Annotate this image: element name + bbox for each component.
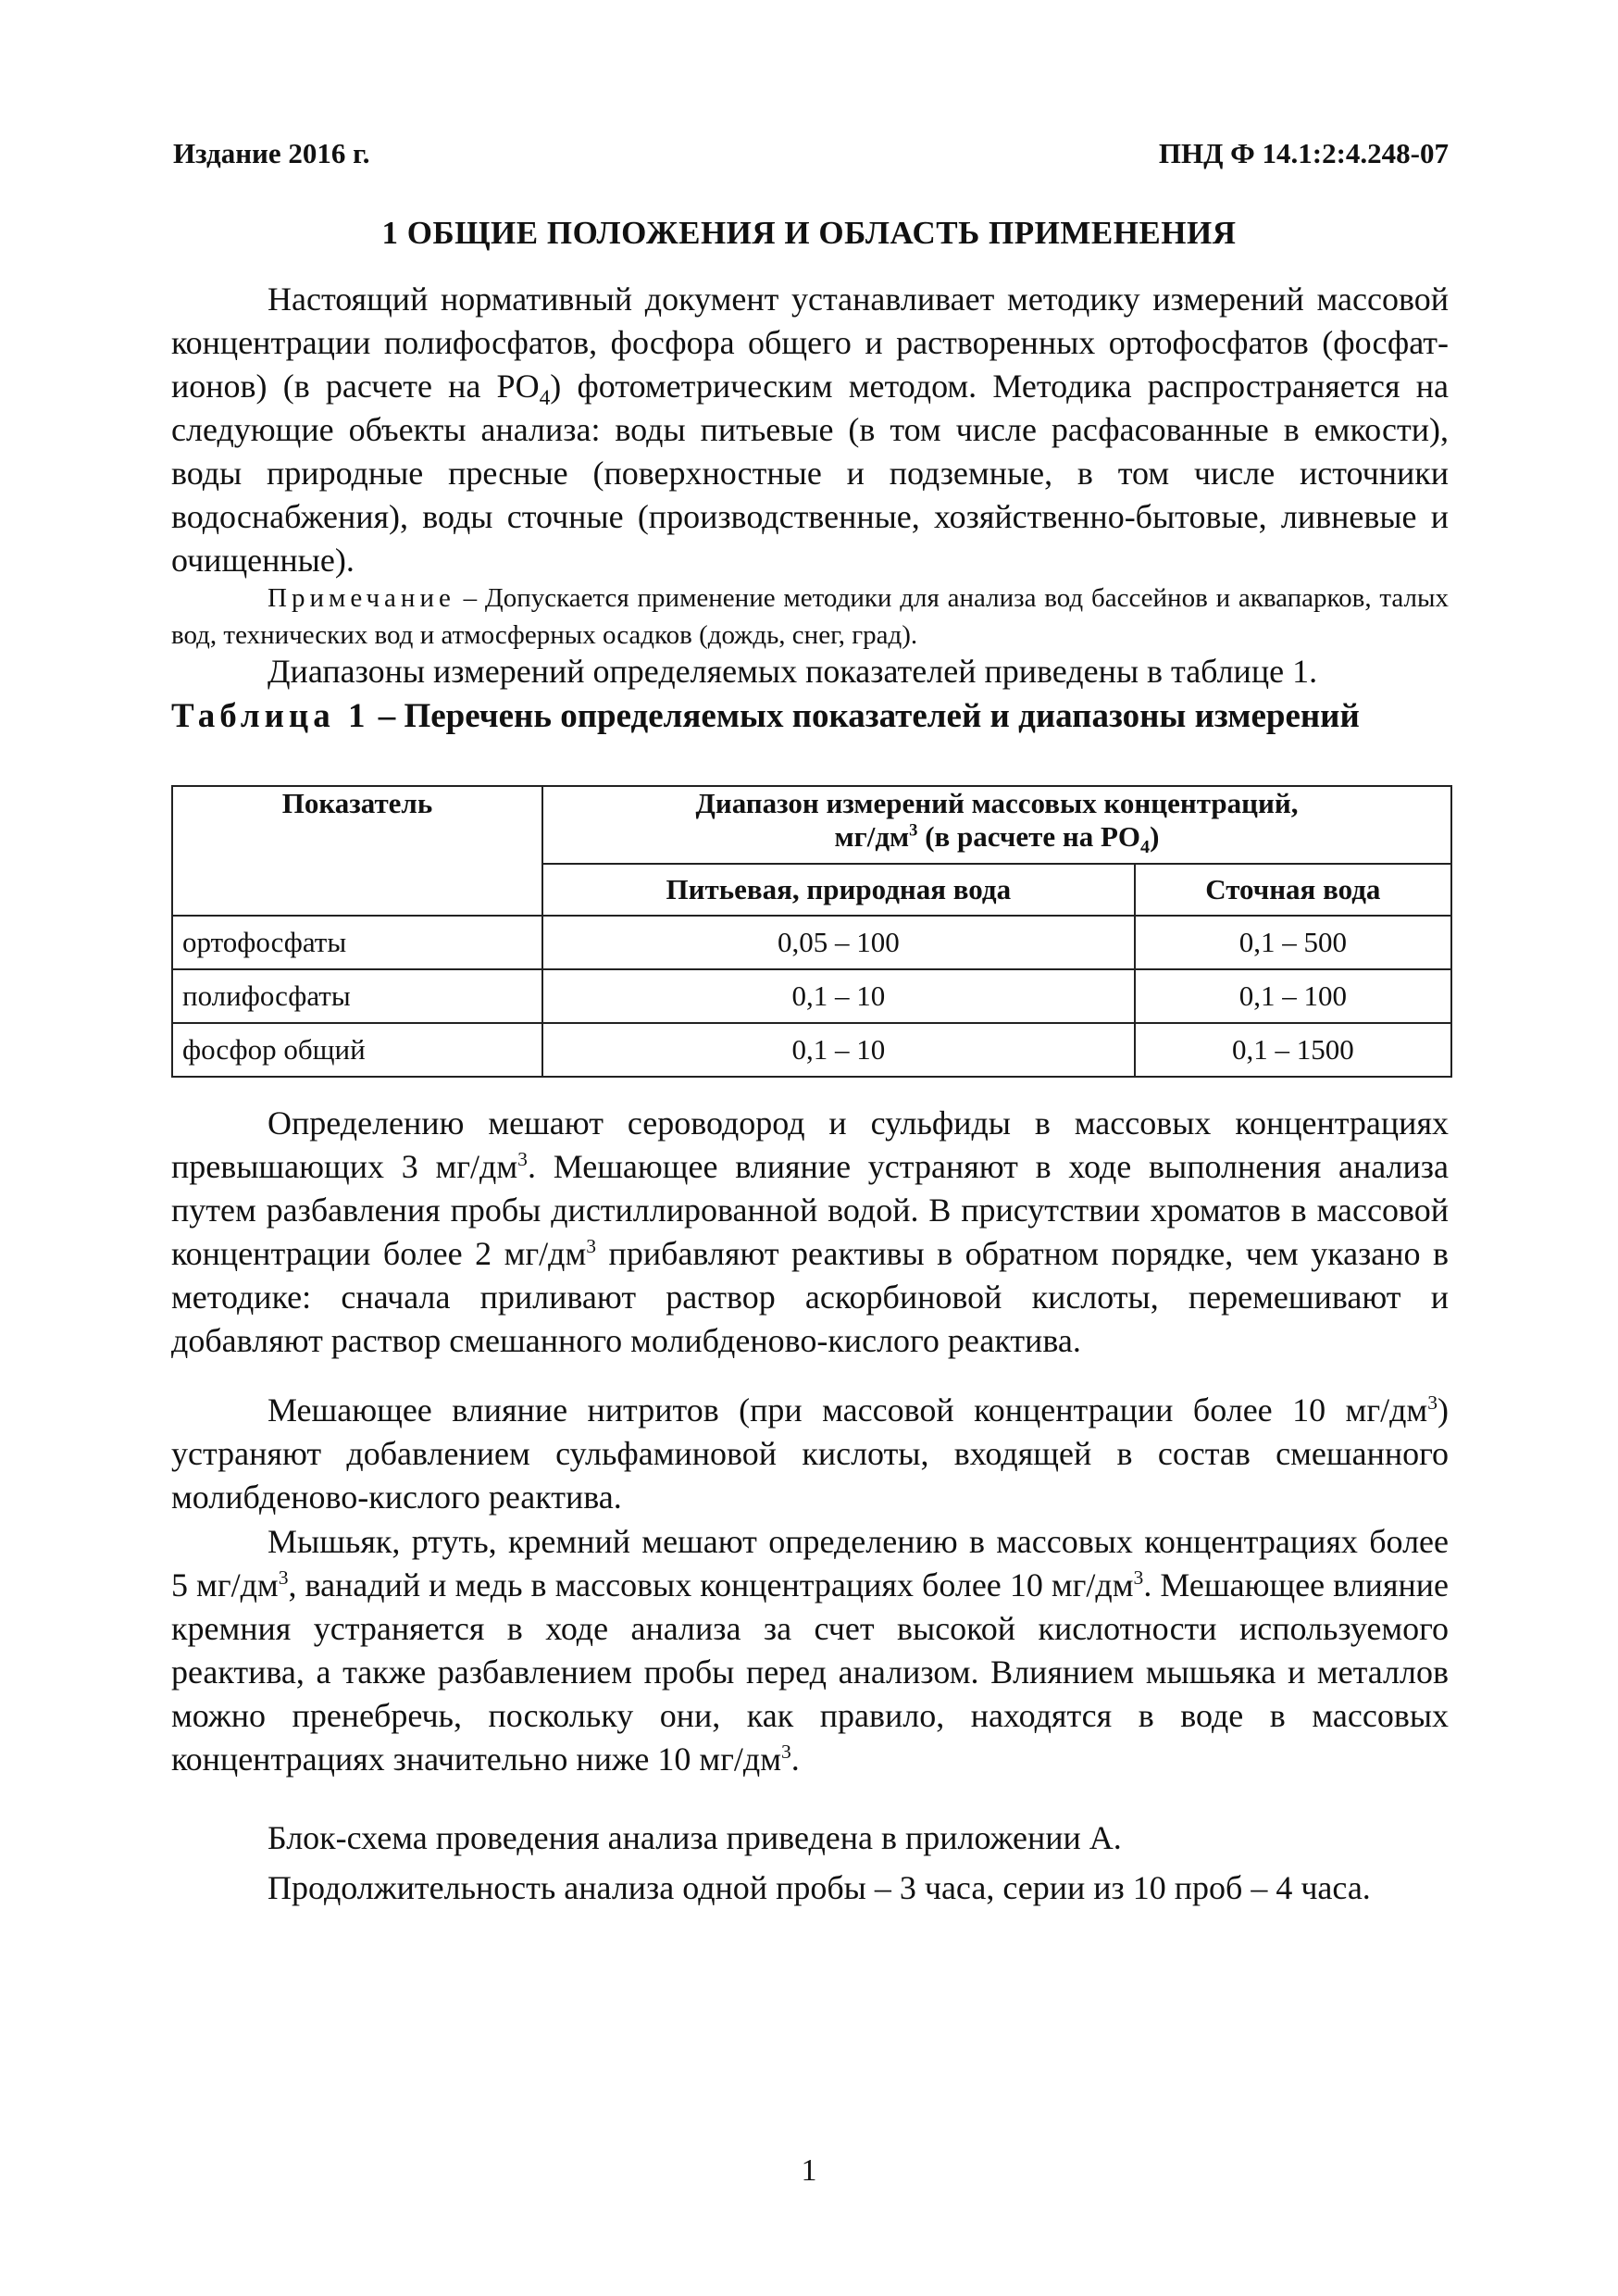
col-waste-header: Сточная вода (1135, 864, 1451, 916)
ranges-reference: Диапазоны измерений определяемых показателей приведены в таблице 1. (268, 653, 1318, 690)
row-drinking-range: 0,05 – 100 (542, 916, 1135, 969)
table-row (172, 1023, 1451, 1077)
row-indicator: ортофосфаты (172, 916, 542, 969)
col-drinking-header: Питьевая, природная вода (542, 864, 1135, 916)
table-row (172, 916, 1451, 969)
page-number: 1 (801, 2153, 817, 2188)
table-caption: Таблица 1 – Перечень определяемых показателей и диапазоны измерений (171, 697, 1360, 735)
row-drinking-range: 0,1 – 10 (542, 1023, 1135, 1077)
document-code: ПНД Ф 14.1:2:4.248-07 (1158, 137, 1449, 169)
duration-paragraph: Продолжительность анализа одной пробы – 3 часа, серии из 10 проб – 4 часа. (268, 1869, 1371, 1906)
row-waste-range: 0,1 – 1500 (1135, 1023, 1451, 1077)
edition-label: Издание 2016 г. (173, 137, 370, 169)
flowchart-reference: Блок-схема проведения анализа приведена в приложении А. (268, 1819, 1122, 1856)
interference-paragraph: Определению мешают сероводород и сульфиды в массовых концентрациях превышающих 3 $мг/дм^3$. Мешающее влияние устраняют в ходе выполнения анализа путем разбавления пробы дистиллированной водой. В присутствии хроматов в массовой концентрации более 2 $мг/дм^3$ прибавляют реактивы в обратном порядке, чем указано в методике: сначала приливают раствор аскорбиновой кислоты, перемешивают и добавляют раствор смешанного молибденово-кислого реактива. (171, 1104, 1450, 1359)
intro-paragraph: Настоящий нормативный документ устанавливает методику измерений массовой концентрации полифосфатов, фосфора общего и растворенных ортофосфатов (фосфат-ионов) (в расчете на $PO_4$) фотометрическим методом. Методика распространяется на следующие объекты анализа: воды питьевые (в том числе расфасованные в емкости), воды природные пресные (поверхностные и подземные, в том числе источники водоснабжения), воды сточные (производственные, хозяйственно-бытовые, ливневые и очищенные). (171, 281, 1449, 579)
row-drinking-range: 0,1 – 10 (542, 969, 1135, 1023)
metals-paragraph: Мышьяк, ртуть, кремний мешают определению в массовых концентрациях более 5 $мг/дм^3$, ванадий и медь в массовых концентрациях более 10 $мг/дм^3$. Мешающее влияние кремния устраняется в ходе анализа за счет высокой кислотности используемого реактива, а также разбавлением пробы перед анализом. Влиянием мышьяка и металлов можно пренебречь, поскольку они, как правило, находятся в воде в массовых концентрациях значительно ниже 10 $мг/дм^3$. (171, 1523, 1450, 1778)
table-row (172, 969, 1451, 1023)
row-waste-range: 0,1 – 500 (1135, 916, 1451, 969)
indicators-table (171, 785, 1452, 1078)
col-range-header: Диапазон измерений массовых концентраций, $мг/дм^3$ (в расчете на $PO_4$) (542, 786, 1451, 864)
col-indicator-header: Показатель (172, 786, 542, 916)
section-title: 1 ОБЩИЕ ПОЛОЖЕНИЯ И ОБЛАСТЬ ПРИМЕНЕНИЯ (381, 215, 1237, 251)
nitrite-paragraph: Мешающее влияние нитритов (при массовой концентрации более 10 $мг/дм^3$) устраняют добавлением сульфаминовой кислоты, входящей в состав смешанного молибденово-кислого реактива. (171, 1391, 1449, 1516)
note-paragraph: Примечание – Допускается применение методики для анализа вод бассейнов и аквапарков, талых вод, технических вод и атмосферных осадков (дождь, снег, град). (171, 583, 1449, 650)
row-indicator: фосфор общий (172, 1023, 542, 1077)
row-waste-range: 0,1 – 100 (1135, 969, 1451, 1023)
row-indicator: полифосфаты (172, 969, 542, 1023)
note-label: Примечание (268, 583, 455, 613)
